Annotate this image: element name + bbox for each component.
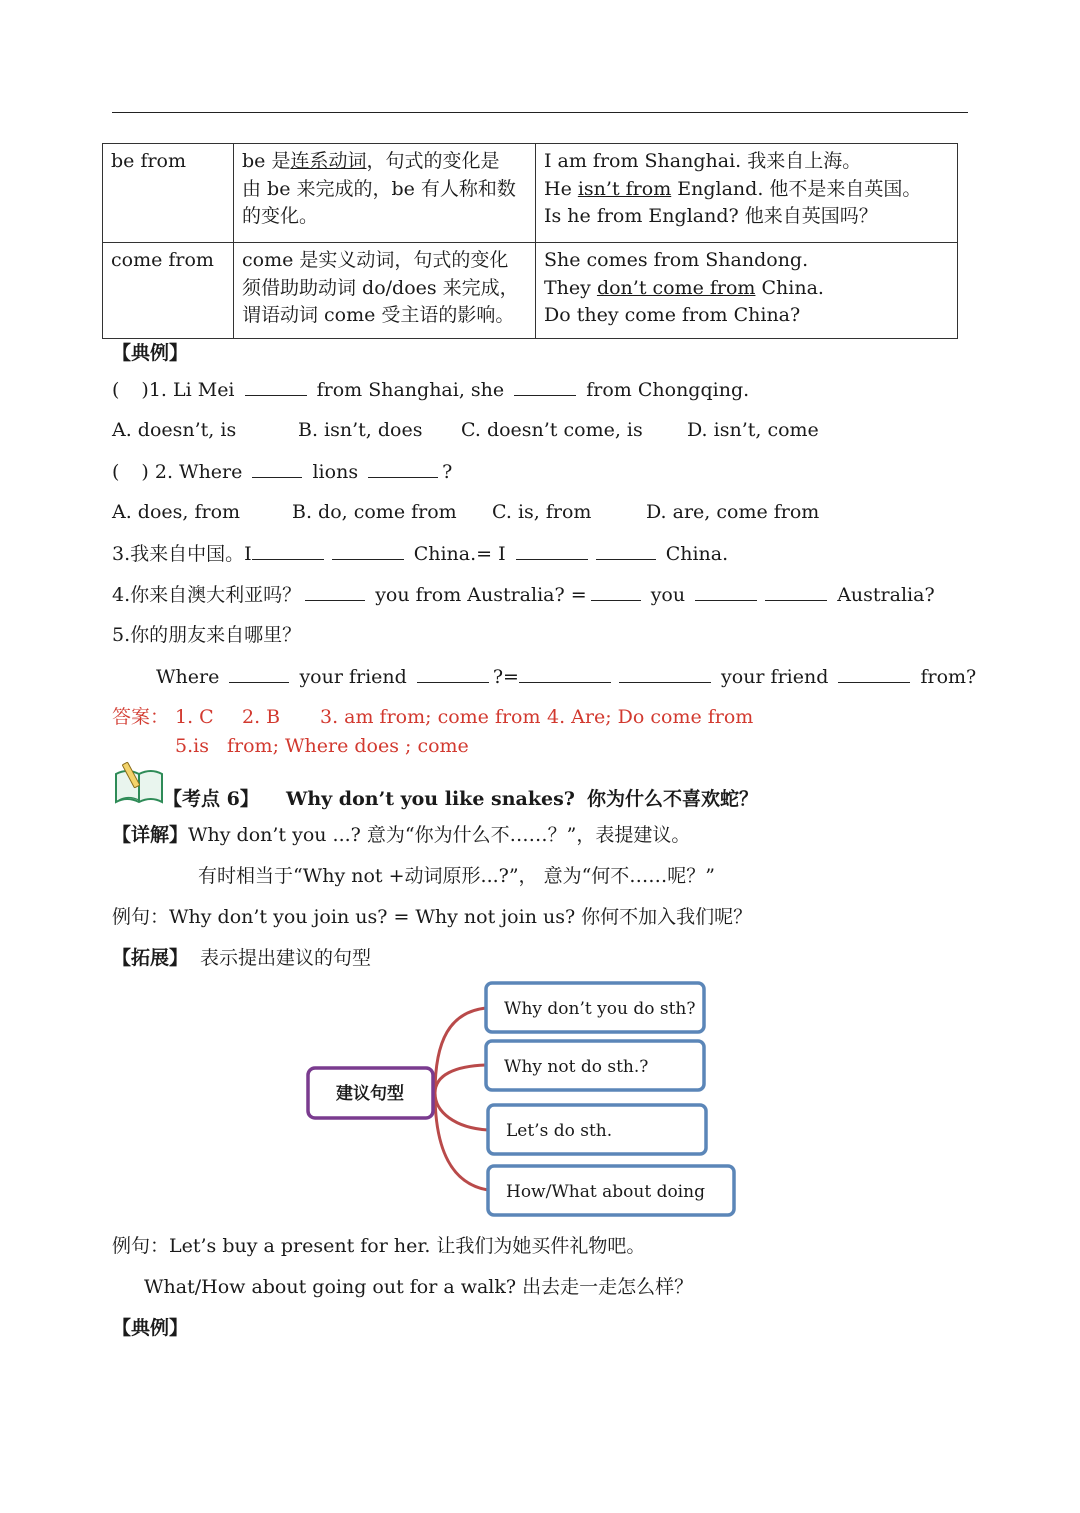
example-line: I am from Shanghai. 我来自上海。	[544, 150, 862, 172]
answer-label: 答案：	[112, 706, 170, 728]
q1-option-d: D. isn’t, come	[687, 419, 819, 441]
center-node-label: 建议句型	[336, 1084, 404, 1104]
term: be from	[111, 150, 187, 172]
detail-example: 例句：Why don’t you join us? = Why not join us? 你何不加入我们呢？	[112, 906, 753, 928]
q2-option-a: A. does, from	[112, 501, 241, 523]
branch-label: Let’s do sth.	[506, 1121, 613, 1141]
point-title-zh: 你为什么不喜欢蛇？	[587, 788, 759, 810]
q1-option-c: C. doesn’t come, is	[461, 419, 643, 441]
example-line: She comes from Shandong.	[544, 249, 809, 271]
q2-option-d: D. are, come from	[646, 501, 820, 523]
answer-2: 2. B	[242, 706, 281, 728]
explain-line: 须借助助动词 do/does 来完成，	[242, 276, 519, 299]
example-line: Is he from England? 他来自英国吗？	[544, 205, 878, 227]
detail-line-2: 有时相当于“Why not +动词原形...?”， 意为“何不……呢？”	[198, 865, 716, 887]
branch-label: How/What about doing	[506, 1182, 705, 1202]
q2-option-b: B. do, come from	[292, 501, 457, 523]
example-heading: 【典例】	[112, 1317, 189, 1339]
example-line: They don’t come from China.	[544, 276, 824, 299]
connector-line	[435, 1093, 488, 1190]
example-line: Do they come from China?	[544, 304, 801, 326]
q1-option-b: B. isn’t, does	[298, 419, 423, 441]
question-5-line: Where your friend ?= your friend from?	[156, 666, 977, 688]
question-1: ( )1. Li Mei from Shanghai, she from Chongqing.	[112, 379, 750, 401]
connector-line	[435, 1008, 486, 1093]
answer-5: 5.is	[175, 735, 209, 757]
detail-line-1: 【详解】Why don’t you ...? 意为“你为什么不……？”，表提建议。	[112, 824, 691, 846]
question-2: ( ) 2. Where lions ?	[112, 461, 453, 483]
branch-label: Why not do sth.?	[504, 1057, 649, 1077]
example-line: He isn’t from England. 他不是来自英国。	[544, 177, 922, 200]
question-5: 5.你的朋友来自哪里？	[112, 624, 302, 646]
q2-option-c: C. is, from	[492, 501, 592, 523]
explain-line: 的变化。	[242, 205, 319, 227]
q1-option-a: A. doesn’t, is	[112, 419, 237, 441]
example-sentence-2: What/How about going out for a walk? 出去走一走怎么样？	[144, 1276, 694, 1298]
question-3: 3.我来自中国。I China.= I China.	[112, 543, 729, 565]
explain-line: come 是实义动词，句式的变化	[242, 249, 509, 271]
explain-line: be 是连系动词，句式的变化是	[242, 150, 500, 172]
example-heading: 【典例】	[112, 342, 189, 364]
answer-4: 4. Are; Do come from	[547, 706, 754, 728]
answer-5b: from; Where does ; come	[227, 735, 469, 757]
question-4: 4.你来自澳大利亚吗？ you from Australia? = you Australia?	[112, 584, 935, 606]
explain-line: 由 be 来完成的，be 有人称和数	[242, 177, 516, 200]
example-sentence-1: 例句：Let’s buy a present for her. 让我们为她买件礼物吧。	[112, 1235, 646, 1257]
point-title-en: Why don’t you like snakes?	[286, 788, 575, 810]
answer-3: 3. am from; come from	[320, 706, 541, 728]
point-label: 【考点 6】	[163, 788, 259, 810]
answer-1: 1. C	[175, 706, 214, 728]
expand-line: 【拓展】 表示提出建议的句型	[112, 947, 372, 969]
connector-line	[435, 1065, 486, 1093]
branch-label: Why don’t you do sth?	[504, 999, 696, 1019]
explain-line: 谓语动词 come 受主语的影响。	[242, 304, 515, 326]
connector-line	[435, 1093, 488, 1130]
term: come from	[111, 249, 214, 271]
